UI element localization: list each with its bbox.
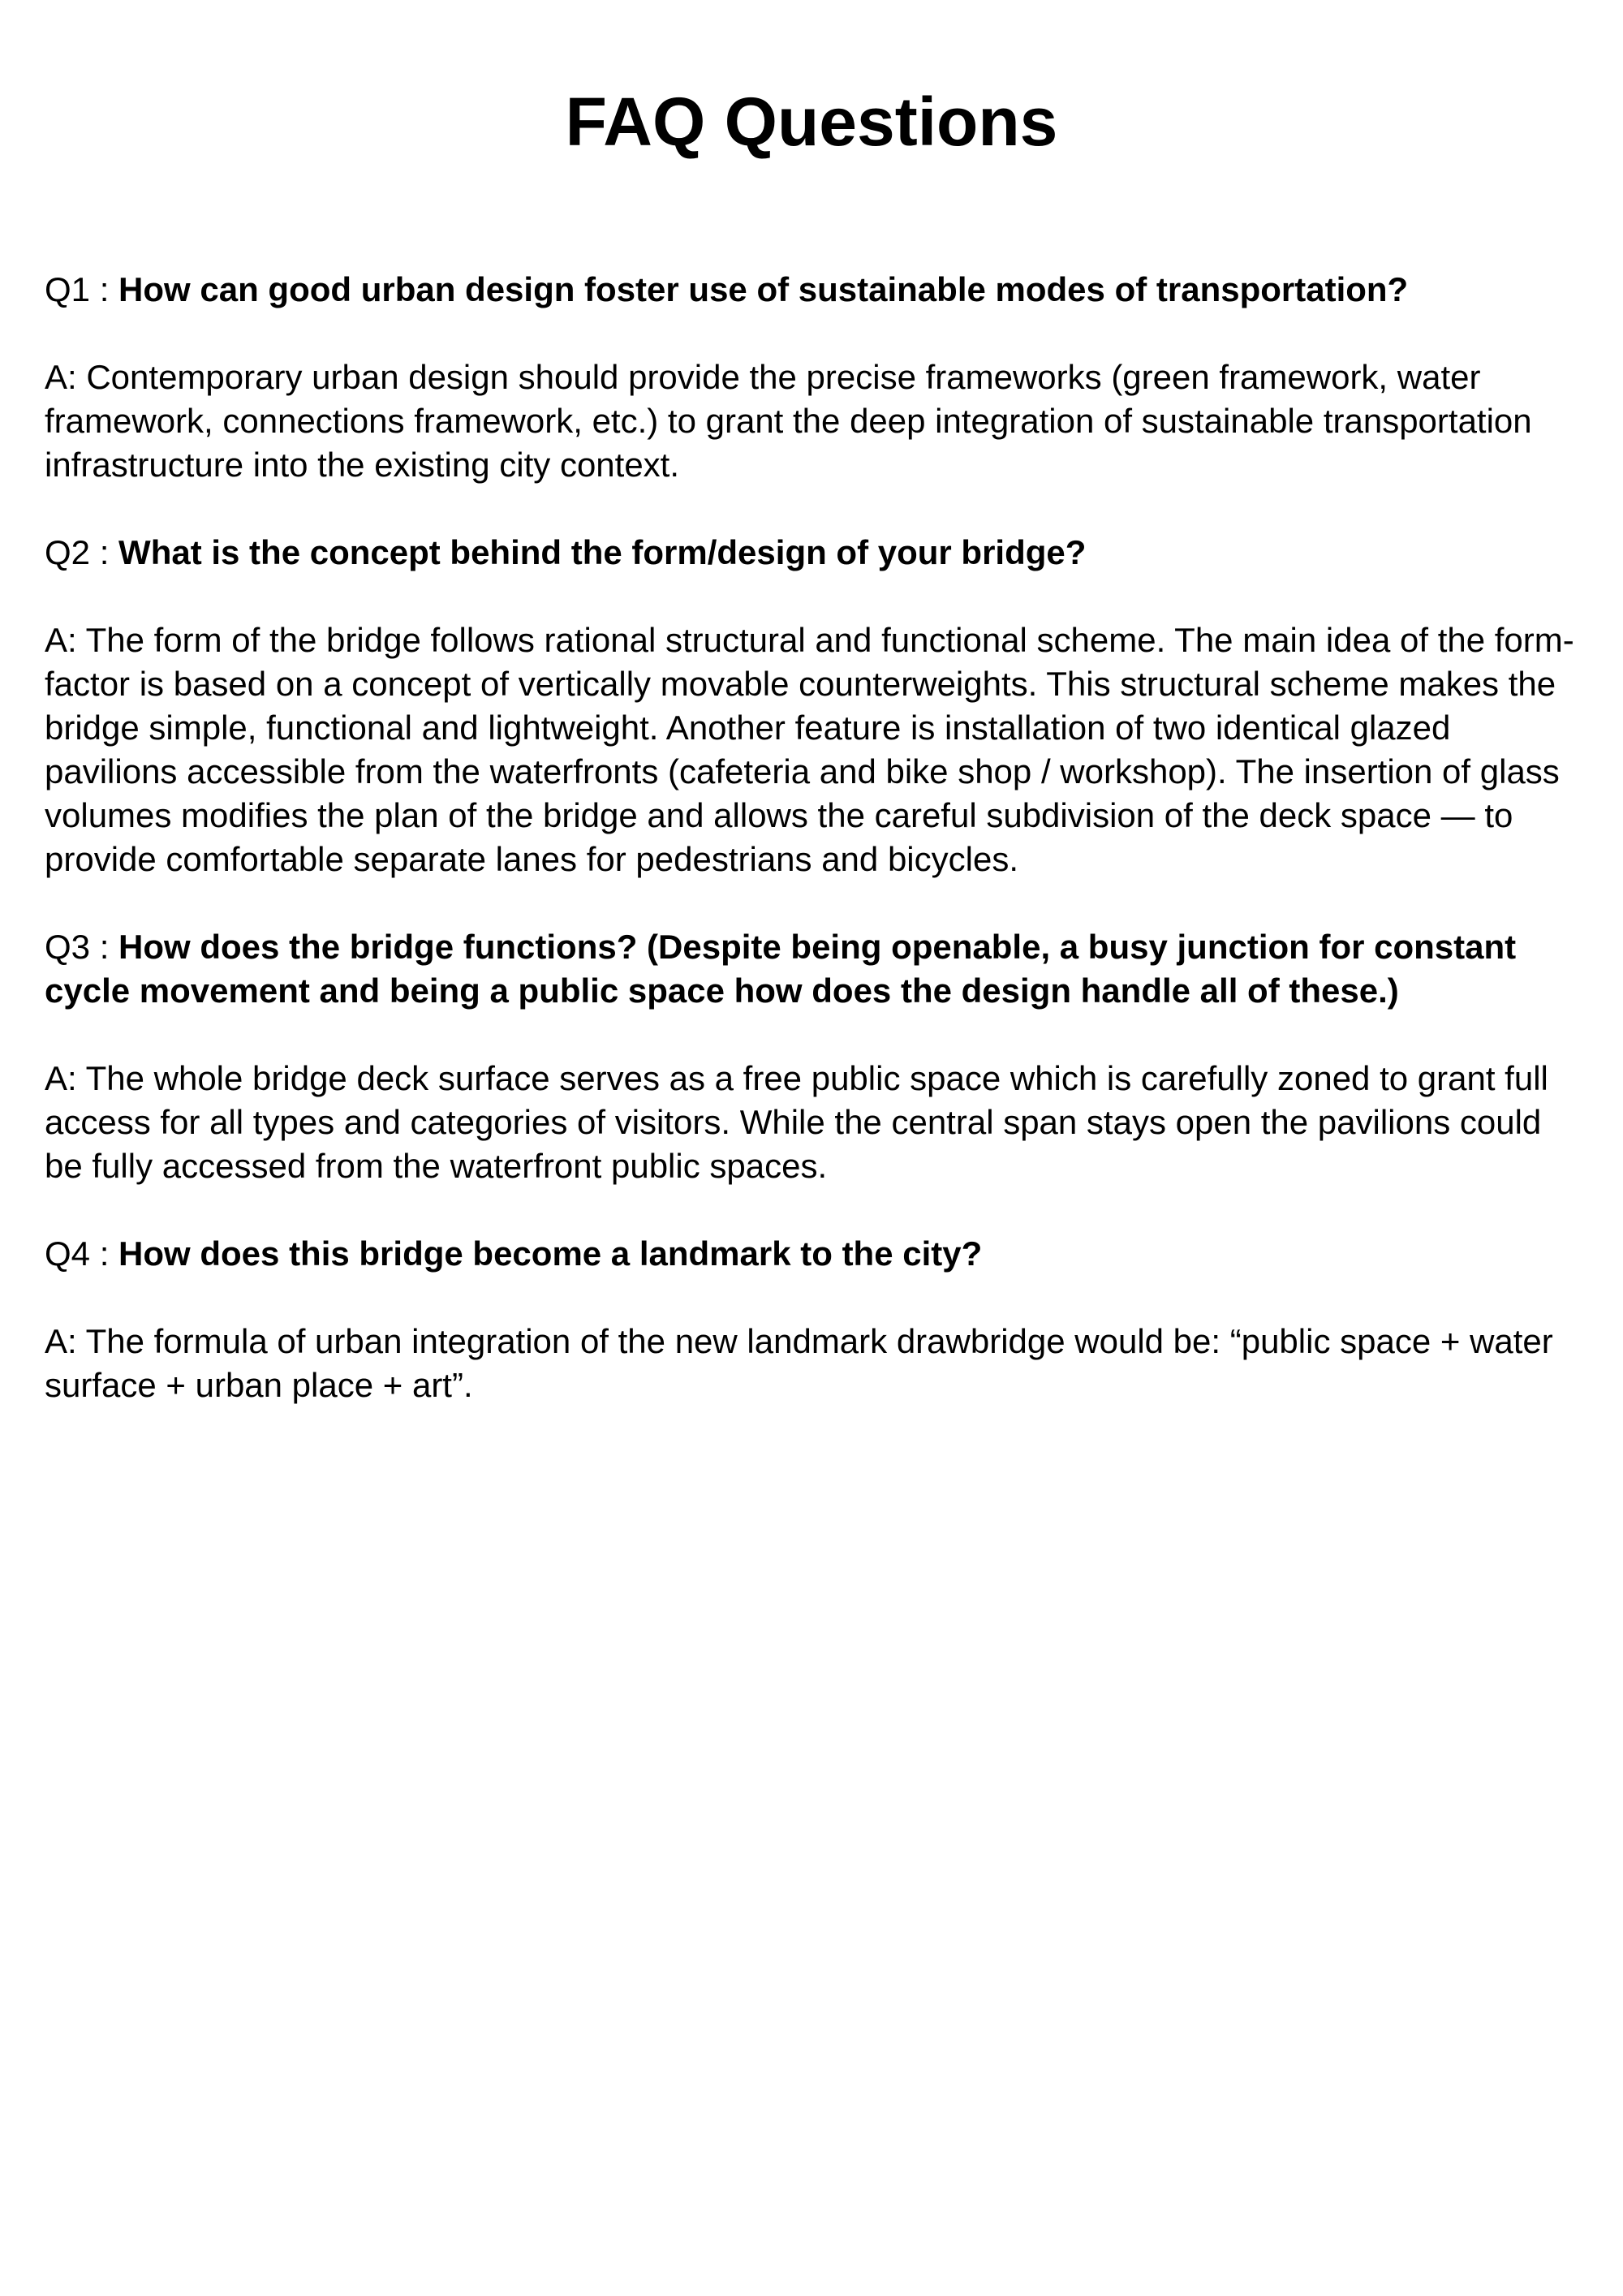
question-text: How can good urban design foster use of sustainable modes of transportation? (118, 270, 1409, 308)
question-text: How does the bridge functions? (Despite being openable, a busy junction for constant cycle movement and being a public space how does the design handle all of these.) (45, 928, 1517, 1010)
faq-answer-3: A: The whole bridge deck surface serves as a free public space which is carefully zoned to grant full access for all types and categories of visitors. While the central span stays open the pavilions could be fully accessed from the waterfront public spaces. (45, 1059, 1548, 1185)
page-title: FAQ Questions (565, 84, 1058, 160)
faq-answer-2: A: The form of the bridge follows rational structural and functional scheme. The main idea of the form-factor is based on a concept of vertically movable counterweights. This structural scheme makes the bridge simple, functional and lightweight. Another feature is installation of two identical glazed pavilions accessible from the waterfronts (cafeteria and bike shop / workshop). The insertion of glass volumes modifies the plan of the bridge and allows the careful subdivision of the deck space — to provide comfortable separate lanes for pedestrians and bicycles. (45, 621, 1574, 878)
faq-question-1 (45, 268, 1586, 312)
faq-question-3 (45, 925, 1586, 1013)
question-text: What is the concept behind the form/design of your bridge? (118, 533, 1087, 571)
faq-item-4 (45, 1232, 1586, 1407)
faq-item-3 (45, 925, 1586, 1188)
faq-item-2 (45, 531, 1586, 881)
faq-answer-4: A: The formula of urban integration of the new landmark drawbridge would be: “public space + water surface + urban place + art”. (45, 1322, 1553, 1404)
question-prefix: Q1 : (45, 270, 119, 308)
faq-answer-1: A: Contemporary urban design should provide the precise frameworks (green framework, water framework, connections framework, etc.) to grant the deep integration of sustainable transportation infrastructure into the existing city context. (45, 358, 1532, 484)
faq-question-2 (45, 531, 1586, 575)
faq-item-1 (45, 268, 1586, 487)
question-text: How does this bridge become a landmark to the city? (118, 1234, 983, 1273)
faq-list (45, 268, 1586, 1451)
faq-question-4 (45, 1232, 1586, 1276)
question-prefix: Q4 : (45, 1234, 119, 1273)
question-prefix: Q2 : (45, 533, 119, 571)
question-prefix: Q3 : (45, 928, 119, 966)
